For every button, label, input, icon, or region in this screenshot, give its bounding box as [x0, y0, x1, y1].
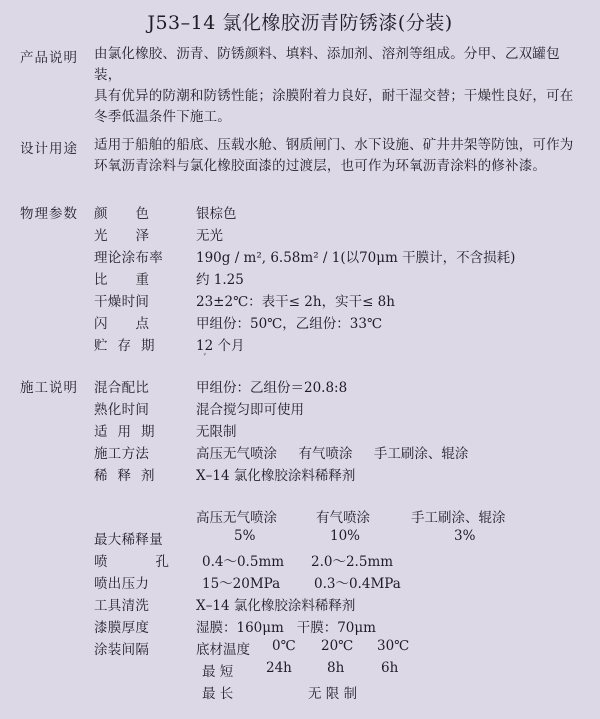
param-key: 颜色 — [94, 206, 177, 222]
section-label-physical: 物理参数 — [20, 206, 78, 222]
section-label-product: 产品说明 — [20, 50, 78, 66]
param-key: 干燥时间 — [94, 294, 150, 310]
param-value: 甲组份：50℃，乙组份：33℃ — [196, 316, 383, 332]
interval-longest: 无 限 制 — [308, 686, 358, 702]
param-value: 190g / m², 6.58m² / 1(以70μm 干膜计，不含损耗) — [196, 250, 516, 266]
param-key: 涂装间隔 — [94, 642, 150, 658]
method-value: 湿膜：160μm 干膜：70μm — [196, 620, 376, 636]
interval-shortest-label: 最 短 — [202, 664, 234, 680]
interval-row — [94, 638, 594, 660]
section-label-application: 施工说明 — [20, 380, 78, 396]
product-line: 由氯化橡胶、沥青、防锈颜料、填料、添加剂、溶剂等组成。分甲、乙双罐包装， — [94, 46, 560, 83]
interval-shortest-row — [94, 660, 594, 682]
param-value: 无光 — [196, 228, 223, 244]
param-value: X–14 氯化橡胶涂料稀释剂 — [196, 468, 356, 484]
param-value: 12 个月 — [196, 338, 245, 354]
method-value: 3% — [454, 528, 476, 544]
interval-temp: 30℃ — [377, 638, 410, 654]
param-key: 漆膜厚度 — [94, 620, 150, 636]
product-description — [94, 44, 586, 128]
param-value: 无限制 — [196, 424, 237, 440]
max-thinning-row — [94, 528, 594, 550]
param-key: 最大稀释量 — [94, 532, 163, 548]
design-line: 适用于船舶的船底、压载水舱、钢质闸门、水下设施、矿井井架等防蚀，可作为 — [94, 137, 574, 153]
param-key: 比重 — [94, 272, 177, 288]
design-description — [94, 135, 586, 177]
method-value: 5% — [234, 528, 256, 544]
interval-shortest: 24h — [266, 660, 292, 676]
param-value: 23±2℃：表干≤ 2h，实干≤ 8h — [196, 294, 395, 310]
method-header: 有气喷涂 — [316, 510, 370, 526]
application-row-thinner — [94, 464, 594, 486]
method-value: 0.4～0.5mm — [202, 554, 285, 570]
nozzle-row — [94, 550, 594, 572]
design-line: 环氧沥青涂料与氯化橡胶面漆的过渡层，也可作为环氧沥青涂料的修补漆。 — [94, 158, 547, 174]
physical-row-specific-gravity — [94, 268, 594, 290]
physical-row-color — [94, 202, 594, 224]
method-value: 2.0～2.5mm — [311, 554, 394, 570]
pressure-row — [94, 572, 594, 594]
physical-row-storage — [94, 334, 594, 356]
physical-row-drying-time — [94, 290, 594, 312]
method-value: 10% — [330, 528, 361, 544]
document-title: J53–14 氯化橡胶沥青防锈漆(分装) — [147, 12, 453, 34]
param-key: 喷出压力 — [94, 576, 150, 592]
method-value: 0.3～0.4MPa — [314, 576, 401, 592]
application-row-mix — [94, 376, 594, 398]
param-key: 光泽 — [94, 228, 177, 244]
param-key: 稀释剂 — [94, 468, 165, 484]
interval-shortest: 6h — [381, 660, 399, 676]
param-key: 工具清洗 — [94, 598, 150, 614]
param-key: 混合配比 — [94, 380, 150, 396]
tool-clean-row — [94, 594, 594, 616]
param-key: 熟化时间 — [94, 402, 150, 418]
interval-longest-label: 最 长 — [202, 686, 234, 702]
interval-temp: 20℃ — [321, 638, 354, 654]
physical-row-spreading-rate — [94, 246, 594, 268]
param-value: 混合搅匀即可使用 — [196, 402, 304, 418]
stray-mark: ﾞ — [203, 352, 209, 365]
param-value: 约 1.25 — [196, 272, 244, 288]
interval-shortest: 8h — [327, 660, 345, 676]
application-row-pot-life — [94, 420, 594, 442]
method-value: 15～20MPa — [202, 576, 281, 592]
param-value: 甲组份：乙组份＝20.8:8 — [196, 380, 348, 396]
section-label-design: 设计用途 — [20, 141, 78, 157]
application-row-method — [94, 442, 594, 464]
application-row-induction — [94, 398, 594, 420]
param-key: 闪点 — [94, 316, 177, 332]
method-header: 高压无气喷涂 — [196, 510, 277, 526]
param-key: 施工方法 — [94, 446, 150, 462]
interval-longest-row — [94, 682, 594, 704]
param-key: 喷孔 — [94, 554, 217, 570]
param-key: 适用期 — [94, 424, 165, 440]
product-line: 具有优异的防潮和防锈性能；涂膜附着力良好，耐干湿交替；干燥性良好，可在 — [94, 88, 574, 104]
param-key: 贮存期 — [94, 338, 165, 354]
physical-row-flash-point — [94, 312, 594, 334]
method-header-row — [94, 506, 594, 528]
param-value: 银棕色 — [196, 206, 237, 222]
param-key: 理论涂布率 — [94, 250, 163, 266]
product-line: 冬季低温条件下施工。 — [94, 109, 231, 125]
interval-temp: 0℃ — [272, 638, 296, 654]
method-header: 手工刷涂、辊涂 — [411, 510, 506, 526]
method-value: X–14 氯化橡胶涂料稀释剂 — [196, 598, 356, 614]
physical-row-gloss — [94, 224, 594, 246]
param-value: 高压无气喷涂 有气喷涂 手工刷涂、辊涂 — [196, 446, 469, 462]
interval-temp-label: 底材温度 — [196, 642, 250, 658]
film-thickness-row — [94, 616, 594, 638]
